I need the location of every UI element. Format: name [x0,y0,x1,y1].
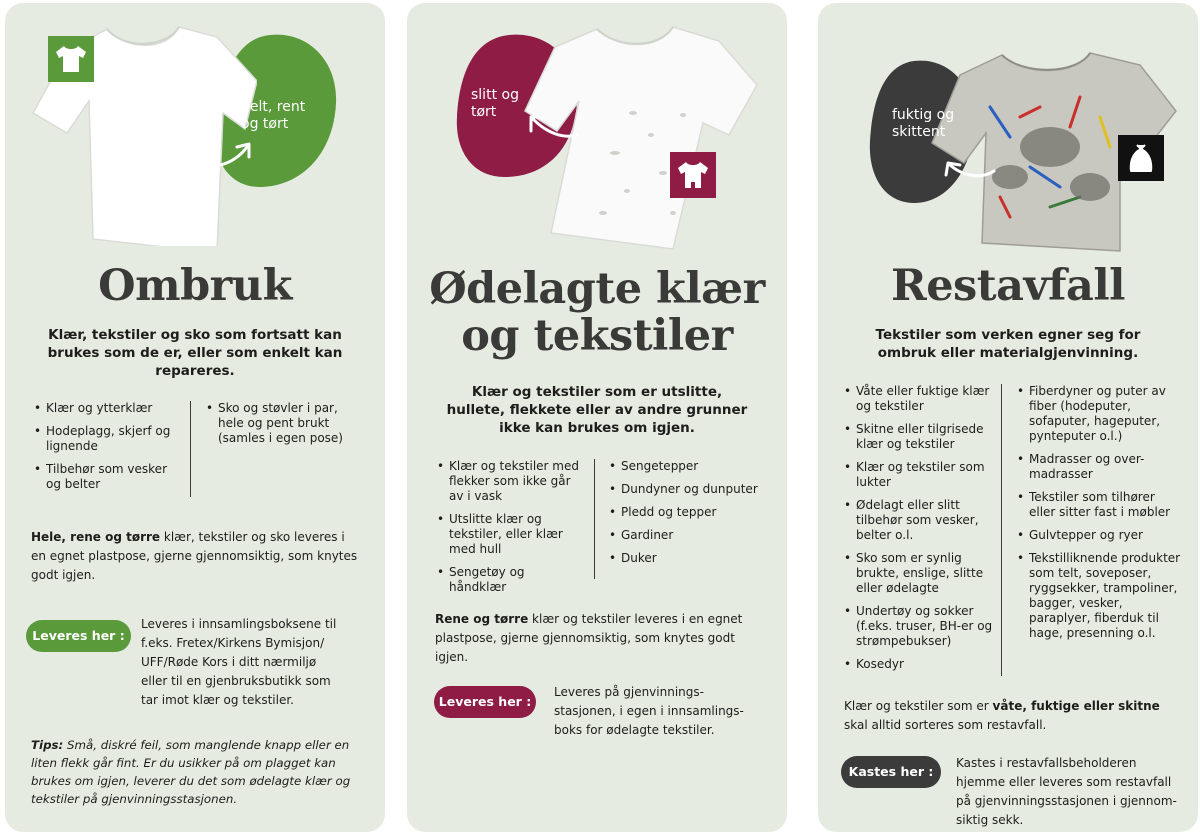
list-col1 [842,384,994,680]
list-col1 [435,459,585,603]
pill-text: Leveres i innsamlingsboksene til f.eks. Fretex/Kirkens Bymisjon/ UFF/Røde Kors i ditt nærmiljø eller til en gjenbruksbutikk som tar imot klær og tekstiler. [141,617,337,707]
tshirt-icon [48,36,94,82]
list-item: • Våte eller fuktige klær og tekstiler [842,384,994,414]
delivery-paragraph [31,528,361,585]
arrow-icon [525,111,581,141]
list-item: • Undertøy og sokker (f.eks. truser, BH-er og strømpebukser) [842,604,994,649]
column-divider [594,459,595,579]
list-col2 [607,459,767,574]
para-rest: klær og tekstiler leveres i en egnet plastpose, gjerne gjennomsiktig, som knytes godt igjen. [435,612,743,664]
card-ombruk [5,3,385,832]
list-item: • Dundyner og dunputer [607,482,767,497]
list-item: • Hodeplagg, skjerf og lignende [32,424,182,454]
column-divider [1001,384,1002,676]
card-title-line2: og tekstiler [461,311,733,361]
list-item: • Tekstilliknende produkter som telt, soveposer, ryggsekker, trampoliner, bagger, vesker, paraplyer, fiberduk til hage, presenning o.l. [1015,551,1181,641]
pill-text: Leveres på gjenvinnings-stasjonen, i egen i innsamlings-boks for ødelagte tekstiler. [554,685,744,737]
list-col2 [1015,384,1181,649]
delivery-paragraph: Klær og tekstiler som er våte, fuktige eller skitne skal alltid sorteres som restavfall. [844,699,1160,732]
blob-text: slitt og tørt [471,87,519,120]
list-item: • Gardiner [607,528,767,543]
para-bold: Rene og tørre [435,612,529,626]
column-divider [190,401,191,497]
card-title: Ombruk [98,261,292,311]
list-item: • Tekstiler som tilhører eller sitter fast i møbler [1015,490,1181,520]
list-item: • Sengetepper [607,459,767,474]
list-item: • Skitne eller tilgrisede klær og tekstiler [842,422,994,452]
list-item: • Klær og tekstiler med flekker som ikke går av i vask [435,459,585,504]
card-lead: Klær og tekstiler som er utslitte, hullete, flekkete eller av andre grunner ikke kan brukes om igjen. [446,384,748,436]
para-bold: Hele, rene og tørre [31,530,161,544]
card-restavfall [818,3,1198,832]
list-item: • Klær og tekstiler som lukter [842,460,994,490]
list-item: • Sko som er synlig brukte, enslige, slitte eller ødelagte [842,551,994,596]
list-item: • Duker [607,551,767,566]
delivery-paragraph [435,610,770,667]
pill-text: Kastes i restavfallsbeholderen hjemme eller leveres som restavfall på gjenvinningsstasjonen i gjennom-siktig sekk. [956,756,1177,827]
card-title-line1: Ødelagte klær [429,264,765,314]
leveres-her-pill: Leveres her : [434,686,536,718]
card-lead: Klær, tekstiler og sko som fortsatt kan brukes som de er, eller som enkelt kan repareres. [47,327,343,379]
trash-bag-icon [1118,135,1164,181]
list-item: • Ødelagt eller slitt tilbehør som vesker, belter o.l. [842,498,994,543]
list-item: • Madrasser og over-madrasser [1015,452,1181,482]
list-item: • Pledd og tepper [607,505,767,520]
para-rest: klær, tekstiler og sko leveres i en egnet plastpose, gjerne gjennomsiktig, som knytes godt igjen. [31,530,358,582]
list-item: • Sengetøy og håndklær [435,565,585,595]
list-item: • Fiberdyner og puter av fiber (hodeputer, sofaputer, hageputer, pynteputer o.l.) [1015,384,1181,444]
blob-text: helt, rent og tørt [241,99,306,132]
tips-text: Tips: Små, diskré feil, som manglende knapp eller en liten flekk går fint. Er du usikker på om plagget kan brukes om igjen, leverer du det som ødelagte klær og tekstiler på gjenvinningsstasjonen. [31,738,351,806]
list-col1 [32,401,182,500]
list-item: • Tilbehør som vesker og belter [32,462,182,492]
para-bold: våte, fuktige eller skitne [992,699,1160,713]
tips-label: Tips: [31,738,64,752]
list-col2 [204,401,359,454]
leveres-her-pill: Leveres her : [26,620,131,652]
torn-tshirt-icon [670,152,716,198]
card-title: Restavfall [890,261,1126,311]
list-item: • Utslitte klær og tekstiler, eller klær med hull [435,512,585,557]
card-lead: Tekstiler som verken egner seg for ombruk eller materialgjenvinning. [875,327,1141,361]
list-item: • Sko og støvler i par, hele og pent brukt (samles i egen pose) [204,401,359,446]
list-item: • Klær og ytterklær [32,401,182,416]
para-rest: skal alltid sorteres som restavfall. [844,718,1047,732]
list-item: • Kosedyr [842,657,994,672]
arrow-icon [942,151,998,181]
arrow-icon [195,139,257,171]
blob-text: fuktig og skittent [892,107,955,140]
card-odelagte [407,3,787,832]
kastes-her-pill: Kastes her : [841,756,941,788]
list-item: • Gulvtepper og ryer [1015,528,1181,543]
